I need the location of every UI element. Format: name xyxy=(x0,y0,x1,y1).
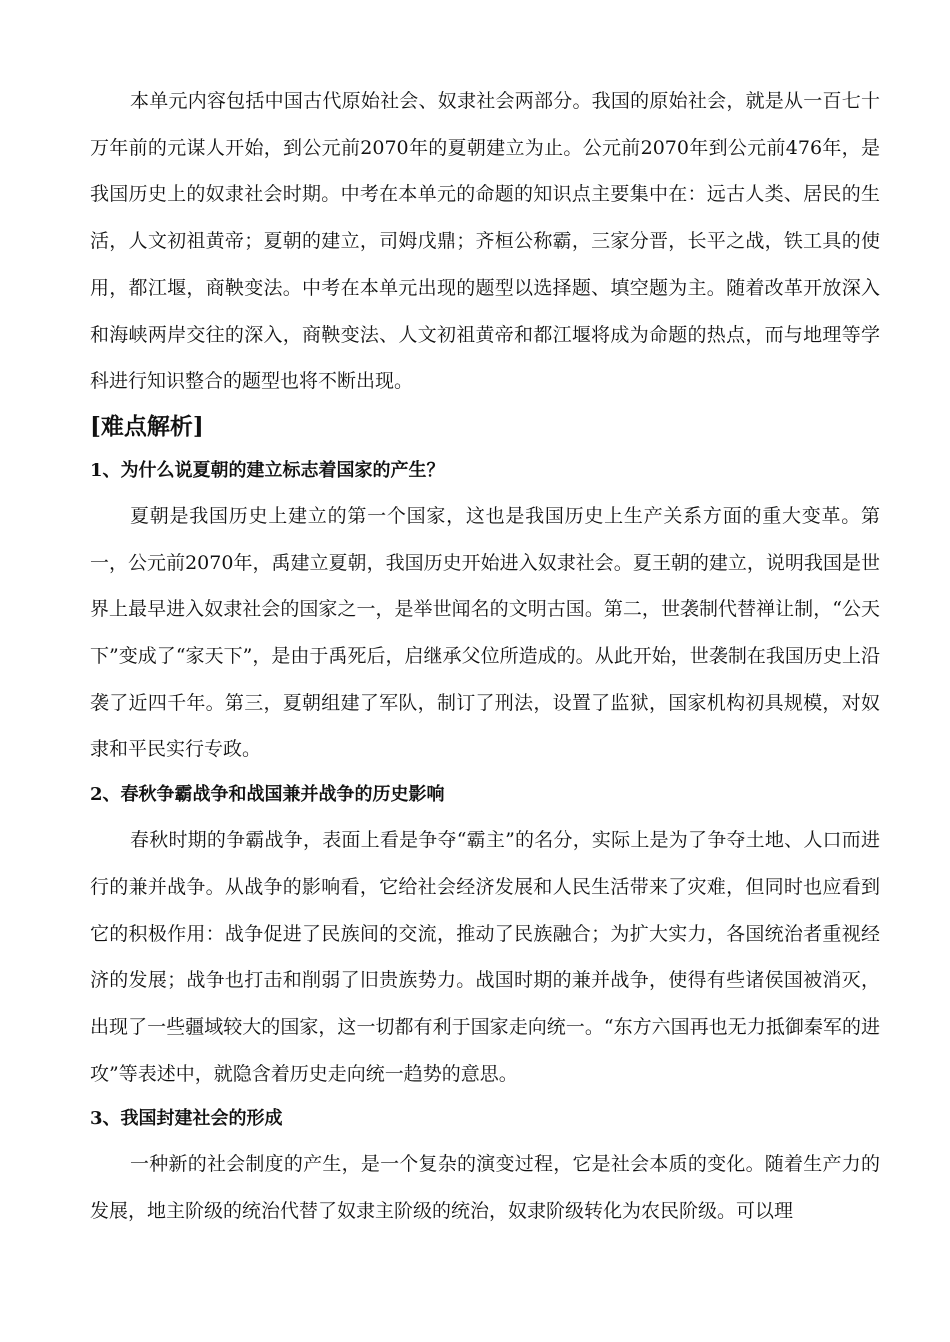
intro-paragraph: 本单元内容包括中国古代原始社会、奴隶社会两部分。我国的原始社会，就是从一百七十万年前的元谋人开始，到公元前2070年的夏朝建立为止。公元前2070年到公元前476年，是我国历史上的奴隶社会时期。中考在本单元的命题的知识点主要集中在：远古人类、居民的生活，人文初祖黄帝；夏朝的建立，司姆戊鼎；齐桓公称霸，三家分晋，长平之战，铁工具的使用，都江堰，商鞅变法。中考在本单元出现的题型以选择题、填空题为主。随着改革开放深入和海峡两岸交往的深入，商鞅变法、人文初祖黄帝和都江堰将成为命题的热点，而与地理等学科进行知识整合的题型也将不断出现。 xyxy=(90,90,880,393)
question-3-body: 一种新的社会制度的产生，是一个复杂的演变过程，它是社会本质的变化。随着生产力的发展，地主阶级的统治代替了奴隶主阶级的统治，奴隶阶级转化为农民阶级。可以理 xyxy=(90,1153,880,1223)
section-heading-difficulties: [难点解析] xyxy=(90,412,204,440)
question-3-heading: 3、我国封建社会的形成 xyxy=(90,1108,283,1130)
question-2-body: 春秋时期的争霸战争，表面上看是争夺“霸主”的名分，实际上是为了争夺土地、人口而进行的兼并战争。从战争的影响看，它给社会经济发展和人民生活带来了灾难，但同时也应看到它的积极作用：战争促进了民族间的交流，推动了民族融合；为扩大实力，各国统治者重视经济的发展；战争也打击和削弱了旧贵族势力。战国时期的兼并战争，使得有些诸侯国被消灭，出现了一些疆域较大的国家，这一切都有利于国家走向统一。“东方六国再也无力抵御秦军的进攻”等表述中，就隐含着历史走向统一趋势的意思。 xyxy=(90,829,880,1085)
document-page xyxy=(90,78,880,1235)
question-1-body: 夏朝是我国历史上建立的第一个国家，这也是我国历史上生产关系方面的重大变革。第一，公元前2070年，禹建立夏朝，我国历史开始进入奴隶社会。夏王朝的建立，说明我国是世界上最早进入奴隶社会的国家之一，是举世闻名的文明古国。第二，世袭制代替禅让制，“公天下”变成了“家天下”，是由于禹死后，启继承父位所造成的。从此开始，世袭制在我国历史上沿袭了近四千年。第三，夏朝组建了军队，制订了刑法，设置了监狱，国家机构初具规模，对奴隶和平民实行专政。 xyxy=(90,504,880,761)
question-2-heading: 2、春秋争霸战争和战国兼并战争的历史影响 xyxy=(90,784,445,806)
question-1-heading: 1、为什么说夏朝的建立标志着国家的产生？ xyxy=(90,459,445,481)
